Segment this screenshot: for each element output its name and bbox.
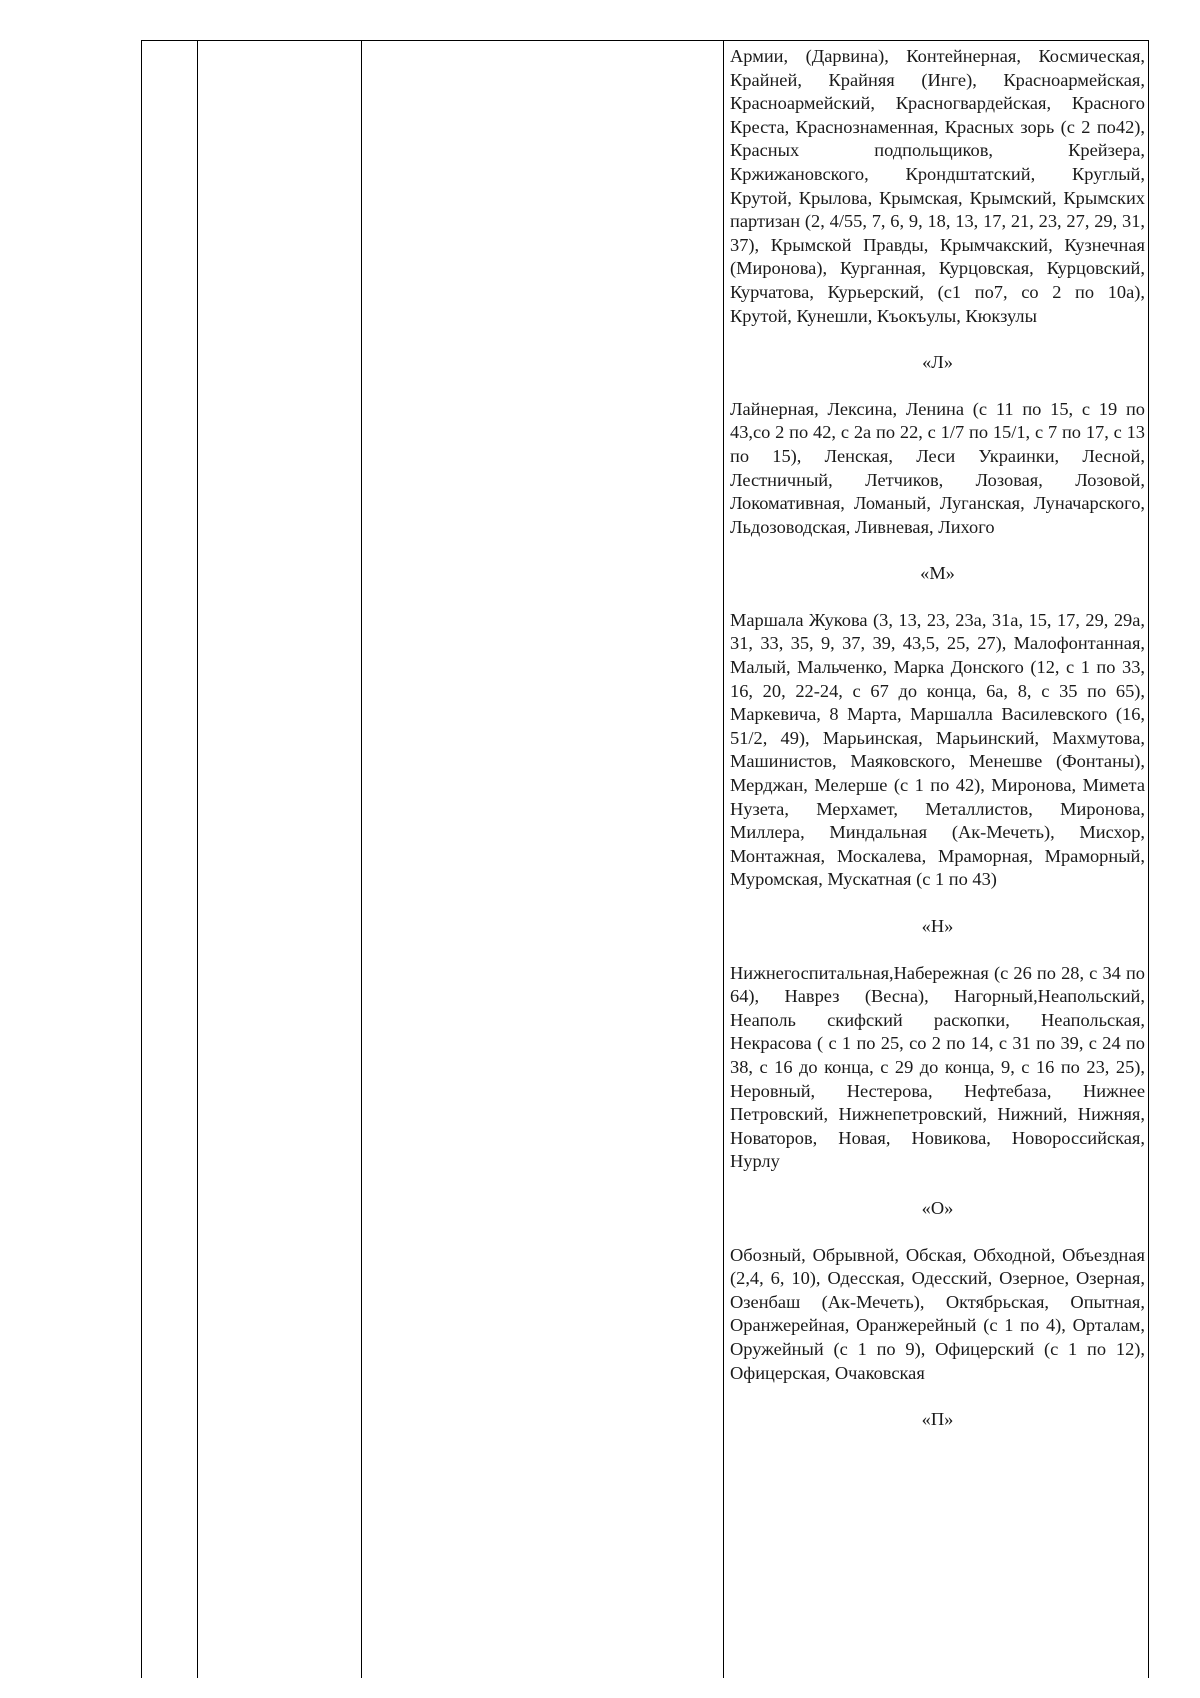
column-border-1 xyxy=(141,40,142,1678)
street-list-paragraph: Лайнерная, Лексина, Ленина (с 11 по 15, с 19 по 43,со 2 по 42, с 2а по 22, с 1/7 по 15/1, с 7 по 17, с 13 по 15), Ленская, Леси Украинки, Лесной, Лестничный, Летчиков, Лозовая, Лозовой, Локомативная, Ломаный, Луганская, Луначарского, Льдозоводская, Ливневая, Лихого xyxy=(730,398,1145,537)
block-spacer xyxy=(730,375,1145,398)
block-spacer xyxy=(730,586,1145,609)
street-list-cell xyxy=(730,45,1145,1432)
section-letter-heading: «М» xyxy=(920,563,955,584)
table-top-border xyxy=(141,40,1149,41)
column-border-5 xyxy=(1148,40,1149,1678)
block-spacer xyxy=(730,1174,1145,1197)
section-letter-heading: «П» xyxy=(921,1409,954,1430)
street-list-paragraph: Обозный, Обрывной, Обская, Обходной, Объездная (2,4, 6, 10), Одесская, Одесский, Озерное, Озерная, Озенбаш (Ак-Мечеть), Октябрьская, Опытная, Оранжерейная, Оранжерейный (с 1 по 4), Орталам, Оружейный (с 1 по 9), Офицерский (с 1 по 12), Офицерская, Очаковская xyxy=(730,1244,1145,1383)
street-list-paragraph: Нижнегоспитальная,Набережная (с 26 по 28, с 34 по 64), Наврез (Весна), Нагорный,Неапольский, Неаполь скифский раскопки, Неапольская, Некрасова ( с 1 по 25, со 2 по 14, с 31 по 39, с 24 по 38, с 16 до конца, с 29 до конца, 9, с 16 по 23, 25), Неровный, Нестерова, Нефтебаза, Нижнее Петровский, Нижнепетровский, Нижний, Нижняя, Новаторов, Новая, Новикова, Новороссийская, Нурлу xyxy=(730,962,1145,1172)
section-letter-heading: «О» xyxy=(921,1197,954,1218)
column-border-2 xyxy=(197,40,198,1678)
street-list-paragraph: Маршала Жукова (3, 13, 23, 23а, 31а, 15, 17, 29, 29а, 31, 33, 35, 9, 37, 39, 43,5, 25, 27), Малофонтанная, Малый, Мальченко, Марка Донского (12, с 1 по 33, 16, 20, 22-24, с 67 до конца, 6а, 8, с 35 по 65), Маркевича, 8 Марта, Маршалла Василевского (16, 51/2, 49), Марьинская, Марьинский, Махмутова, Машинистов, Маяковского, Менешве (Фонтаны), Мерджан, Мелерше (с 1 по 42), Миронова, Мимета Нузета, Мерхамет, Металлистов, Миронова, Миллера, Миндальная (Ак-Мечеть), Мисхор, Монтажная, Москалева, Мраморная, Мраморный, Муромская, Мускатная (с 1 по 43) xyxy=(730,609,1145,890)
block-spacer xyxy=(730,328,1145,351)
column-border-3 xyxy=(361,40,362,1678)
section-letter-heading: «Л» xyxy=(922,352,953,373)
section-letter-heading: «Н» xyxy=(921,916,954,936)
column-border-4 xyxy=(723,40,724,1678)
block-spacer xyxy=(730,539,1145,562)
block-spacer xyxy=(730,1385,1145,1408)
street-list-paragraph: Армии, (Дарвина), Контейнерная, Космическая, Крайней, Крайняя (Инге), Красноармейская, Красноармейский, Красногвардейская, Красного Креста, Краснознаменная, Красных зорь (с 2 по42), Красных подпольщиков, Крейзера, Кржижановского, Крондштатский, Круглый, Крутой, Крылова, Крымская, Крымский, Крымских партизан (2, 4/55, 7, 6, 9, 18, 13, 17, 21, 23, 27, 29, 31, 37), Крымской Правды, Крымчакский, Кузнечная (Миронова), Курганная, Курцовская, Курцовский, Курчатова, Курьерский, (с1 по7, со 2 по 10а), Крутой, Кунешли, Къокъулы, Кюкзулы xyxy=(730,46,1145,326)
block-spacer xyxy=(730,1221,1145,1244)
block-spacer xyxy=(730,892,1145,915)
block-spacer xyxy=(730,939,1145,962)
